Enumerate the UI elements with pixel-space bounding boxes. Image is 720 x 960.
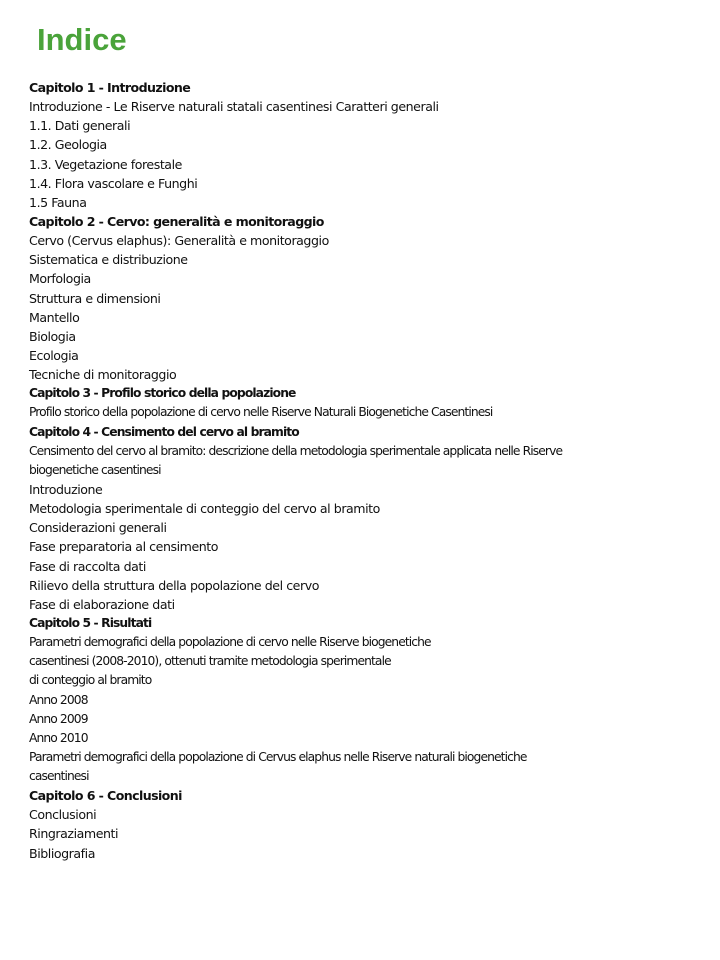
toc-item: Parametri demografici della popolazione di cervo nelle Riserve biogenetiche	[29, 635, 431, 650]
toc-item: casentinesi	[29, 769, 89, 784]
toc-chapter-5: Capitolo 5 - Risultati	[29, 615, 152, 630]
toc-chapter-4: Capitolo 4 - Censimento del cervo al bramito	[29, 424, 299, 439]
toc-item: 1.2. Geologia	[29, 137, 107, 153]
toc-item: Tecniche di monitoraggio	[29, 367, 177, 383]
toc-item: Metodologia sperimentale di conteggio del cervo al bramito	[29, 501, 380, 517]
toc-item: Ecologia	[29, 347, 79, 363]
page-title: Indice	[37, 22, 127, 57]
toc-chapter-3: Capitolo 3 - Profilo storico della popolazione	[29, 386, 296, 401]
toc-item: Bibliografia	[29, 845, 95, 861]
toc-item: Introduzione - Le Riserve naturali statali casentinesi Caratteri generali	[29, 99, 439, 115]
toc-item: Biologia	[29, 328, 76, 344]
toc-item: biogenetiche casentinesi	[29, 462, 161, 477]
table-of-contents	[29, 78, 709, 863]
toc-item: Morfologia	[29, 271, 91, 287]
toc-item: Cervo (Cervus elaphus): Generalità e monitoraggio	[29, 233, 329, 249]
toc-chapter-6: Capitolo 6 - Conclusioni	[29, 788, 182, 804]
toc-item: Sistematica e distribuzione	[29, 252, 188, 268]
toc-item: Mantello	[29, 309, 80, 325]
toc-item: di conteggio al bramito	[29, 673, 152, 688]
toc-item: Censimento del cervo al bramito: descrizione della metodologia sperimentale applicata nelle Riserve	[29, 443, 563, 458]
toc-chapter-2: Capitolo 2 - Cervo: generalità e monitoraggio	[29, 213, 324, 229]
toc-item: Conclusioni	[29, 807, 97, 823]
toc-item: Anno 2008	[29, 692, 88, 707]
toc-item: Introduzione	[29, 481, 103, 497]
toc-item: Rilievo della struttura della popolazione del cervo	[29, 577, 319, 593]
toc-item: 1.1. Dati generali	[29, 118, 131, 134]
toc-item: Anno 2010	[29, 730, 88, 745]
toc-item: Ringraziamenti	[29, 826, 119, 842]
toc-item: Considerazioni generali	[29, 520, 167, 536]
toc-item: Anno 2009	[29, 711, 88, 726]
toc-item: Parametri demografici della popolazione di Cervus elaphus nelle Riserve naturali biogenetiche	[29, 749, 527, 764]
toc-item: casentinesi (2008-2010), ottenuti tramite metodologia sperimentale	[29, 654, 391, 669]
toc-chapter-1: Capitolo 1 - Introduzione	[29, 80, 191, 95]
toc-item: Profilo storico della popolazione di cervo nelle Riserve Naturali Biogenetiche Casentinesi	[29, 405, 493, 420]
toc-item: Fase preparatoria al censimento	[29, 539, 219, 555]
toc-item: 1.4. Flora vascolare e Funghi	[29, 175, 198, 191]
toc-item: Fase di elaborazione dati	[29, 596, 175, 612]
toc-item: Struttura e dimensioni	[29, 290, 161, 306]
toc-item: 1.3. Vegetazione forestale	[29, 156, 182, 172]
toc-item: 1.5 Fauna	[29, 194, 87, 210]
toc-item: Fase di raccolta dati	[29, 558, 146, 574]
